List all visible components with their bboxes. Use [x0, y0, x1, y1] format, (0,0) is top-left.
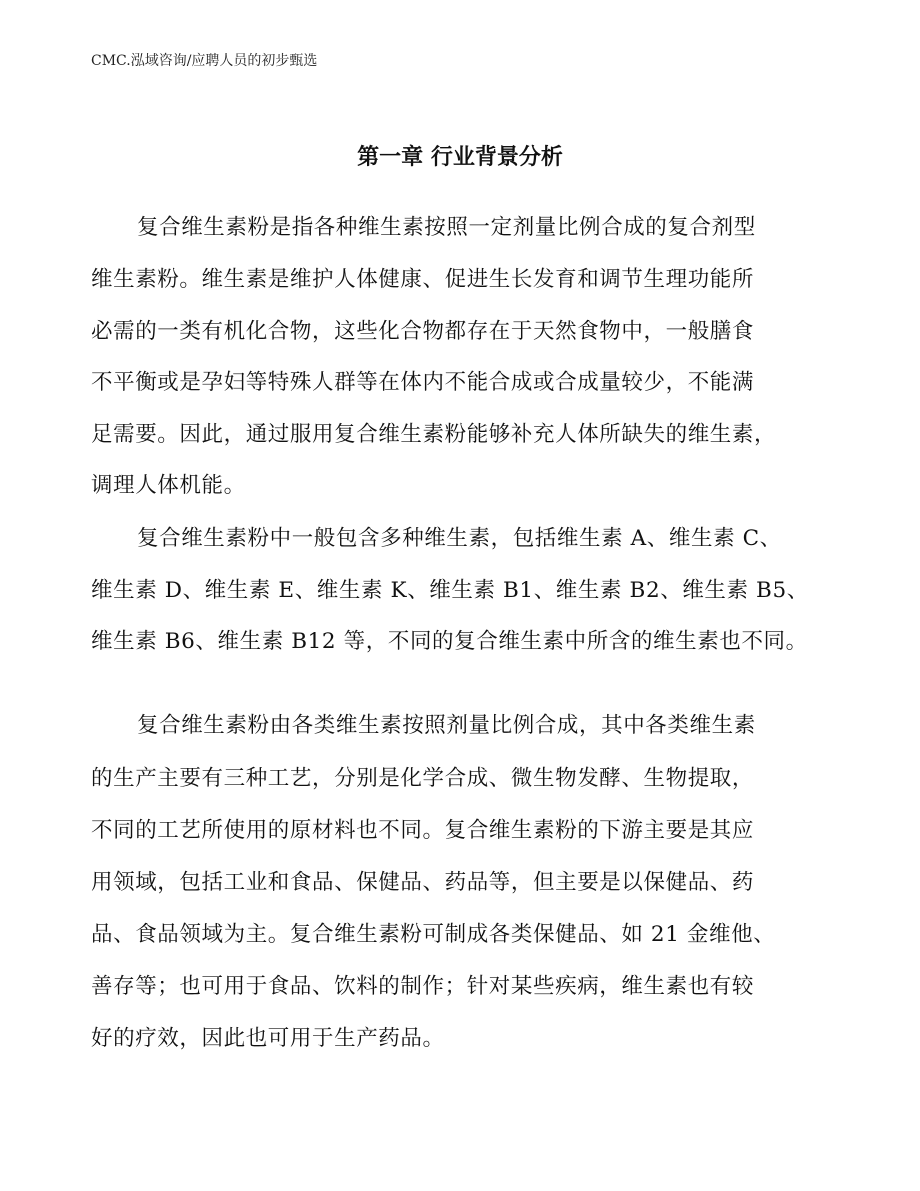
paragraph-line: 维生素 B6、维生素 B12 等，不同的复合维生素中所含的维生素也不同。 — [91, 629, 808, 654]
chapter-title: 第一章 行业背景分析 — [357, 145, 563, 170]
paragraph-line: 用领域，包括工业和食品、保健品、药品等，但主要是以保健品、药 — [91, 870, 755, 895]
paragraph-line: 足需要。因此，通过服用复合维生素粉能够补充人体所缺失的维生素， — [91, 422, 777, 447]
paragraph-line: 的生产主要有三种工艺，分别是化学合成、微生物发酵、生物提取， — [91, 766, 755, 791]
paragraph-line: 维生素粉。维生素是维护人体健康、促进生长发育和调节生理功能所 — [91, 267, 755, 292]
page-header: CMC.泓域咨询/应聘人员的初步甄选 — [91, 53, 318, 69]
paragraph-line: 复合维生素粉由各类维生素按照剂量比例合成，其中各类维生素 — [137, 713, 756, 738]
paragraph-line: 复合维生素粉是指各种维生素按照一定剂量比例合成的复合剂型 — [137, 215, 756, 240]
paragraph-line: 调理人体机能。 — [91, 473, 246, 498]
paragraph-line: 维生素 D、维生素 E、维生素 K、维生素 B1、维生素 B2、维生素 B5、 — [91, 578, 809, 603]
paragraph-line: 不平衡或是孕妇等特殊人群等在体内不能合成或合成量较少，不能满 — [91, 370, 755, 395]
paragraph-line: 复合维生素粉中一般包含多种维生素，包括维生素 A、维生素 C、 — [137, 526, 782, 551]
paragraph-line: 品、食品领域为主。复合维生素粉可制成各类保健品、如 21 金维他、 — [91, 922, 776, 947]
paragraph-line: 必需的一类有机化合物，这些化合物都存在于天然食物中，一般膳食 — [91, 319, 755, 344]
paragraph-line: 不同的工艺所使用的原材料也不同。复合维生素粉的下游主要是其应 — [91, 818, 755, 843]
paragraph-line: 好的疗效，因此也可用于生产药品。 — [91, 1026, 445, 1051]
paragraph-line: 善存等；也可用于食品、饮料的制作；针对某些疾病，维生素也有较 — [91, 974, 755, 999]
